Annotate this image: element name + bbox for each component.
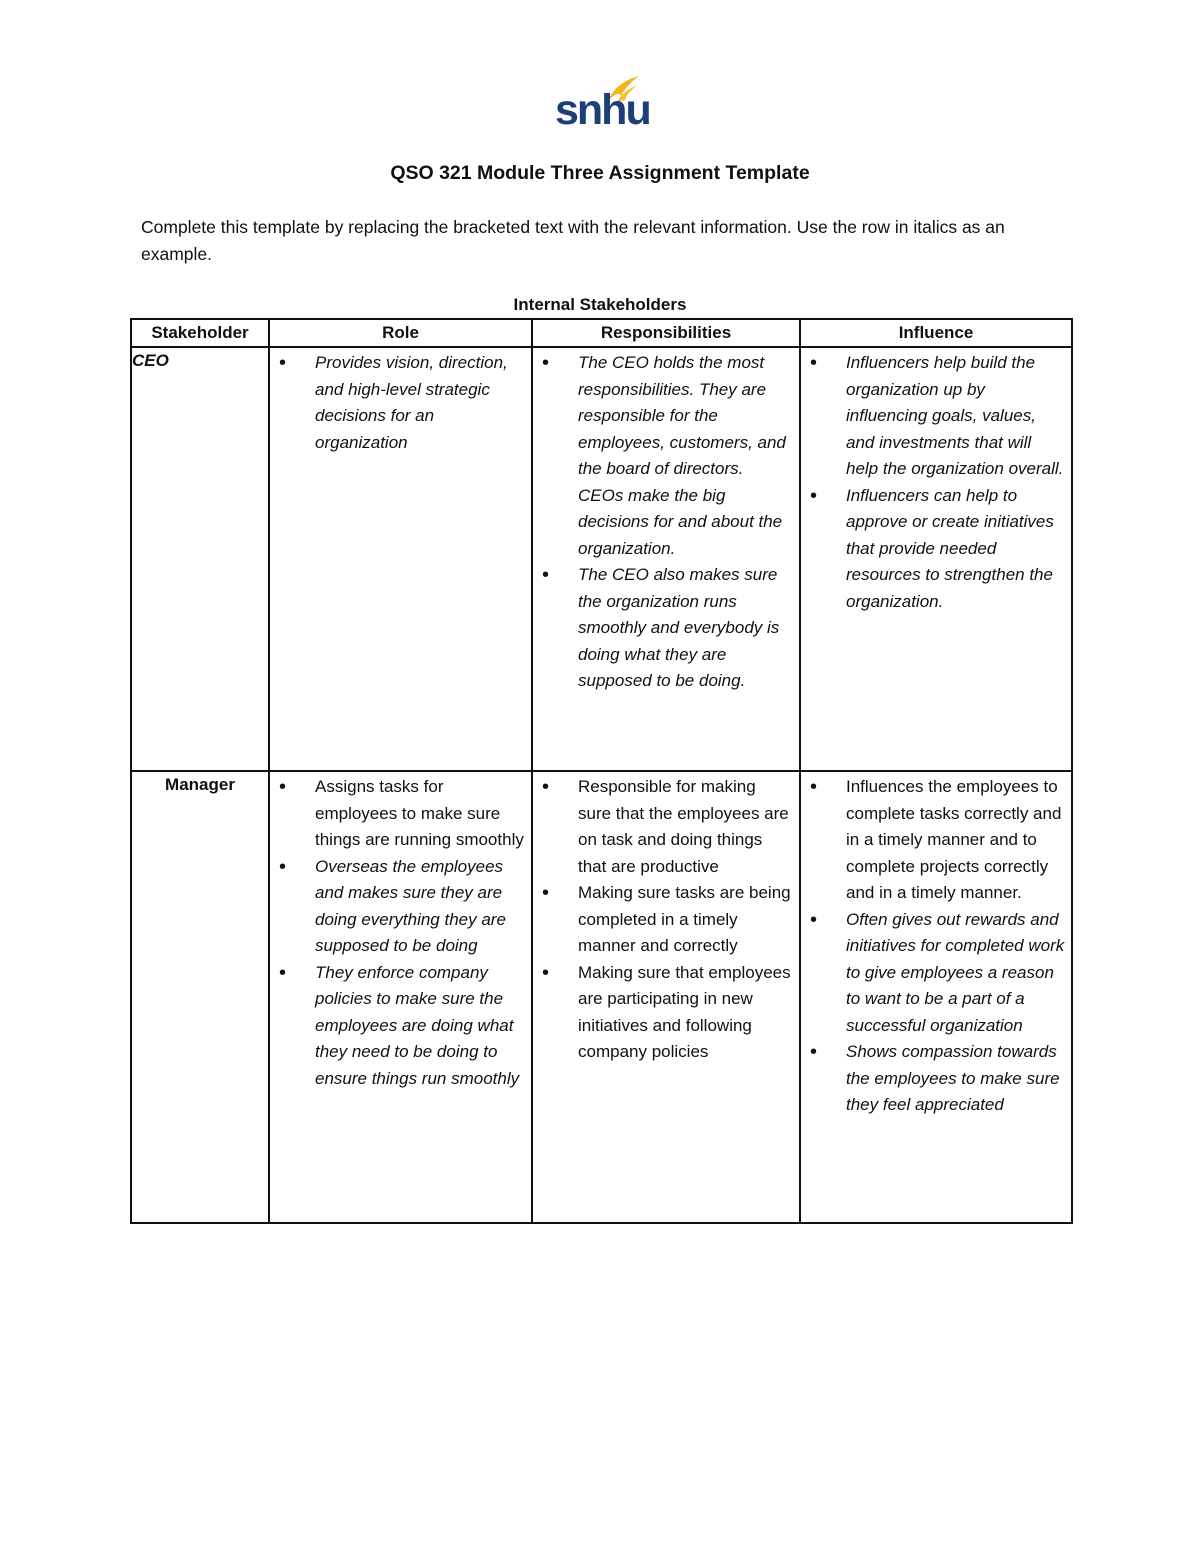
list-item: • Overseas the employees and makes sure they are doing everything they are supposed to be doing [270, 854, 525, 960]
list-item: • Often gives out rewards and initiatives for completed work to give employees a reason to want to be a part of a successful organization [801, 907, 1065, 1040]
role-cell [269, 771, 532, 1223]
influence-list [801, 772, 1071, 1119]
stakeholder-name-cell: CEO [131, 347, 269, 771]
table-row-manager [131, 771, 1072, 1223]
table-row-ceo [131, 347, 1072, 771]
list-item: • Influencers can help to approve or create initiatives that provide needed resources to strengthen the organization. [801, 483, 1065, 616]
list-item: • Provides vision, direction, and high-level strategic decisions for an organization [270, 350, 525, 456]
list-item: • The CEO also makes sure the organization runs smoothly and everybody is doing what they are supposed to be doing. [533, 562, 793, 695]
list-item: • Shows compassion towards the employees to make sure they feel appreciated [801, 1039, 1065, 1119]
header-stakeholder: Stakeholder [131, 319, 269, 347]
header-influence: Influence [800, 319, 1072, 347]
list-item: • Making sure tasks are being completed in a timely manner and correctly [533, 880, 793, 960]
role-list [270, 772, 531, 1092]
influence-list [801, 348, 1071, 615]
influence-cell [800, 771, 1072, 1223]
table-header-row [131, 319, 1072, 347]
header-responsibilities: Responsibilities [532, 319, 800, 347]
list-item: • They enforce company policies to make sure the employees are doing what they need to be doing to ensure things run smoothly [270, 960, 525, 1093]
influence-cell [800, 347, 1072, 771]
stakeholder-table [130, 318, 1073, 1224]
page-title: QSO 321 Module Three Assignment Template [390, 162, 810, 184]
responsibilities-list [533, 348, 799, 695]
list-item: • Assigns tasks for employees to make sure things are running smoothly [270, 774, 525, 854]
list-item: • Influences the employees to complete tasks correctly and in a timely manner and to complete projects correctly and in a timely manner. [801, 774, 1065, 907]
responsibilities-cell [532, 347, 800, 771]
instructions-text: Complete this template by replacing the bracketed text with the relevant information. Use the row in italics as an example. [141, 217, 1005, 264]
list-item: • Influencers help build the organization up by influencing goals, values, and investments that will help the organization overall. [801, 350, 1065, 483]
role-cell [269, 347, 532, 771]
responsibilities-list [533, 772, 799, 1066]
role-list [270, 348, 531, 456]
list-item: • Making sure that employees are participating in new initiatives and following company policies [533, 960, 793, 1066]
table-caption: Internal Stakeholders [513, 295, 687, 314]
stakeholder-name-cell: Manager [131, 771, 269, 1223]
logo-wordmark: snhu [555, 86, 650, 134]
list-item: • The CEO holds the most responsibilities. They are responsible for the employees, customers, and the board of directors. CEOs make the big decisions for and about the organization. [533, 350, 793, 562]
snhu-logo [555, 74, 650, 134]
list-item: • Responsible for making sure that the employees are on task and doing things that are productive [533, 774, 793, 880]
header-role: Role [269, 319, 532, 347]
responsibilities-cell [532, 771, 800, 1223]
